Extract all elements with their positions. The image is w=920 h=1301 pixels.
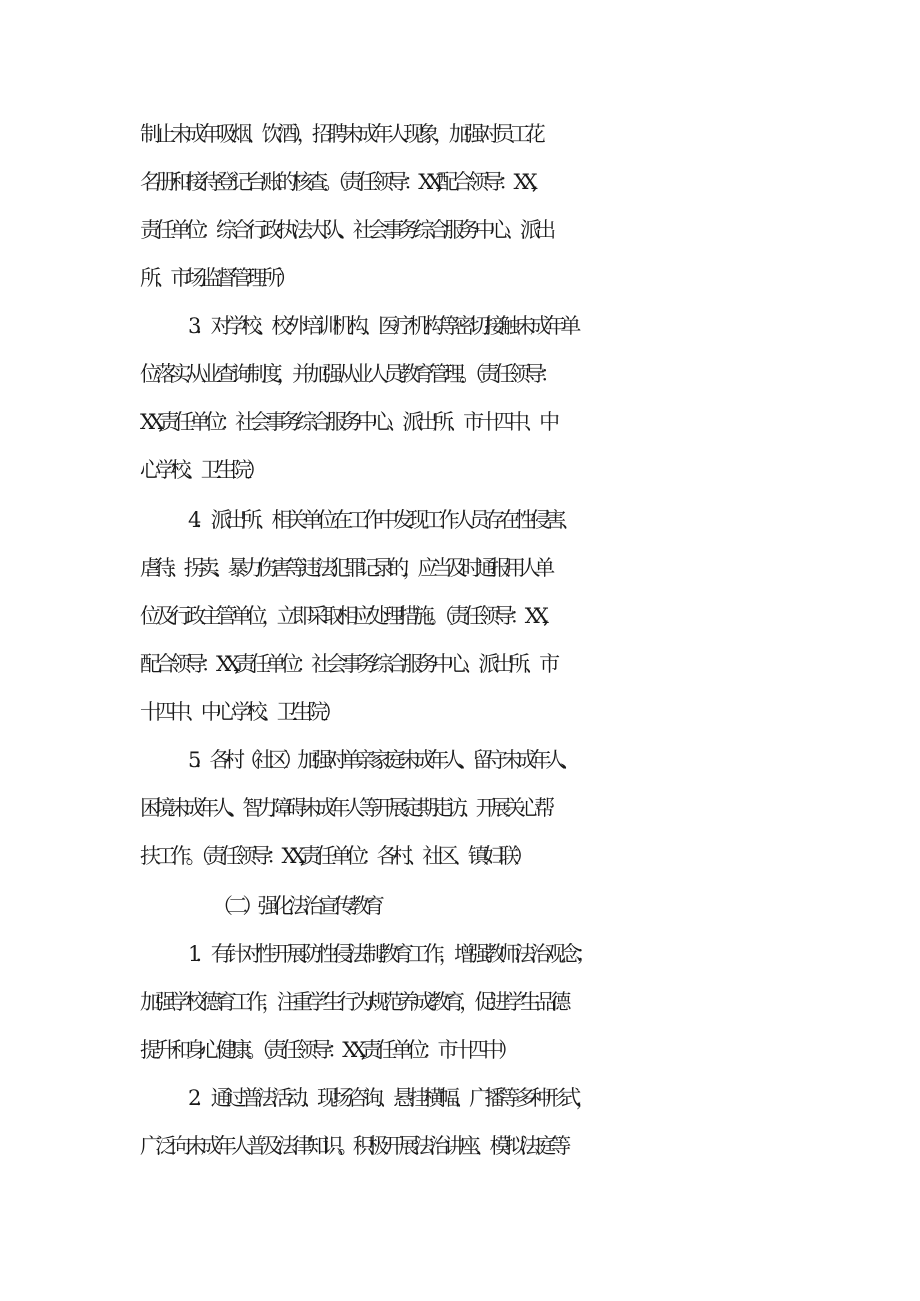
text-line: 配合领导：XX,责任单位：社会事务综合服务中心、派出所、市: [140, 652, 555, 676]
text-line: 5．各村（社区）加强对单亲家庭未成年人、留守未成年人、: [188, 748, 575, 772]
text-line: XX,责任单位：社会事务综合服务中心、派出所、市十四中、中: [140, 410, 555, 434]
text-line: 困境未成年人、智力障碍未成年人等开展定期走访、开展关心帮: [140, 796, 549, 820]
text-line: 2．通过普法活动、现场咨询、悬挂横幅、广播等多种形式，: [188, 1086, 591, 1110]
text-line: 十四中、中心学校、卫生院）: [140, 700, 338, 724]
text-line: 位及行政主管单位，立即采取相应处理措施。（责任领导：XX,: [140, 604, 544, 628]
text-line: 扶工作。（责任领导：XX,责任单位：各村、社区、镇妇联）: [140, 844, 529, 868]
text-line: 心学校、卫生院）: [140, 458, 262, 482]
text-line: 提升和身心健康。（责任领导：XX,责任单位：市十四中）: [140, 1038, 514, 1062]
text-line: 名册和接待登记台账的核查。（责任领导：XX,配合领导：XX,: [140, 170, 533, 194]
text-line: 责任单位：综合行政执法大队、社会事务综合服务中心、派出: [140, 218, 551, 242]
text-line: 4．派出所、相关单位在工作中发现工作人员存在性侵害、: [188, 508, 576, 532]
text-line: 制止未成年吸烟、饮酒），招聘未成年人现象，加强对员工花: [140, 122, 540, 146]
section-heading: （二）强化法治宣传教育: [212, 894, 380, 918]
text-line: 加强学校德育工作，注重学生行为规范养成教育，促进学生品德: [140, 990, 566, 1014]
text-line: 所、市场监督管理所）: [140, 266, 292, 290]
text-line: 3．对学校、校外培训机构、医疗机构等密切接触未成年单: [188, 314, 576, 338]
text-line: 广泛向未成年人普及法律知识。积极开展法治讲座、模拟法庭等: [140, 1134, 566, 1158]
text-line: 位落实从业查询制度，并加强从业人员教育管理。（责任领导：: [140, 362, 556, 386]
text-line: 1．有针对性开展防性侵法制教育工作，增强教师法治观念；: [188, 942, 591, 966]
text-line: 虐待、拐卖、暴力伤害等违法犯罪记录的，应当及时通报用人单: [140, 556, 549, 580]
